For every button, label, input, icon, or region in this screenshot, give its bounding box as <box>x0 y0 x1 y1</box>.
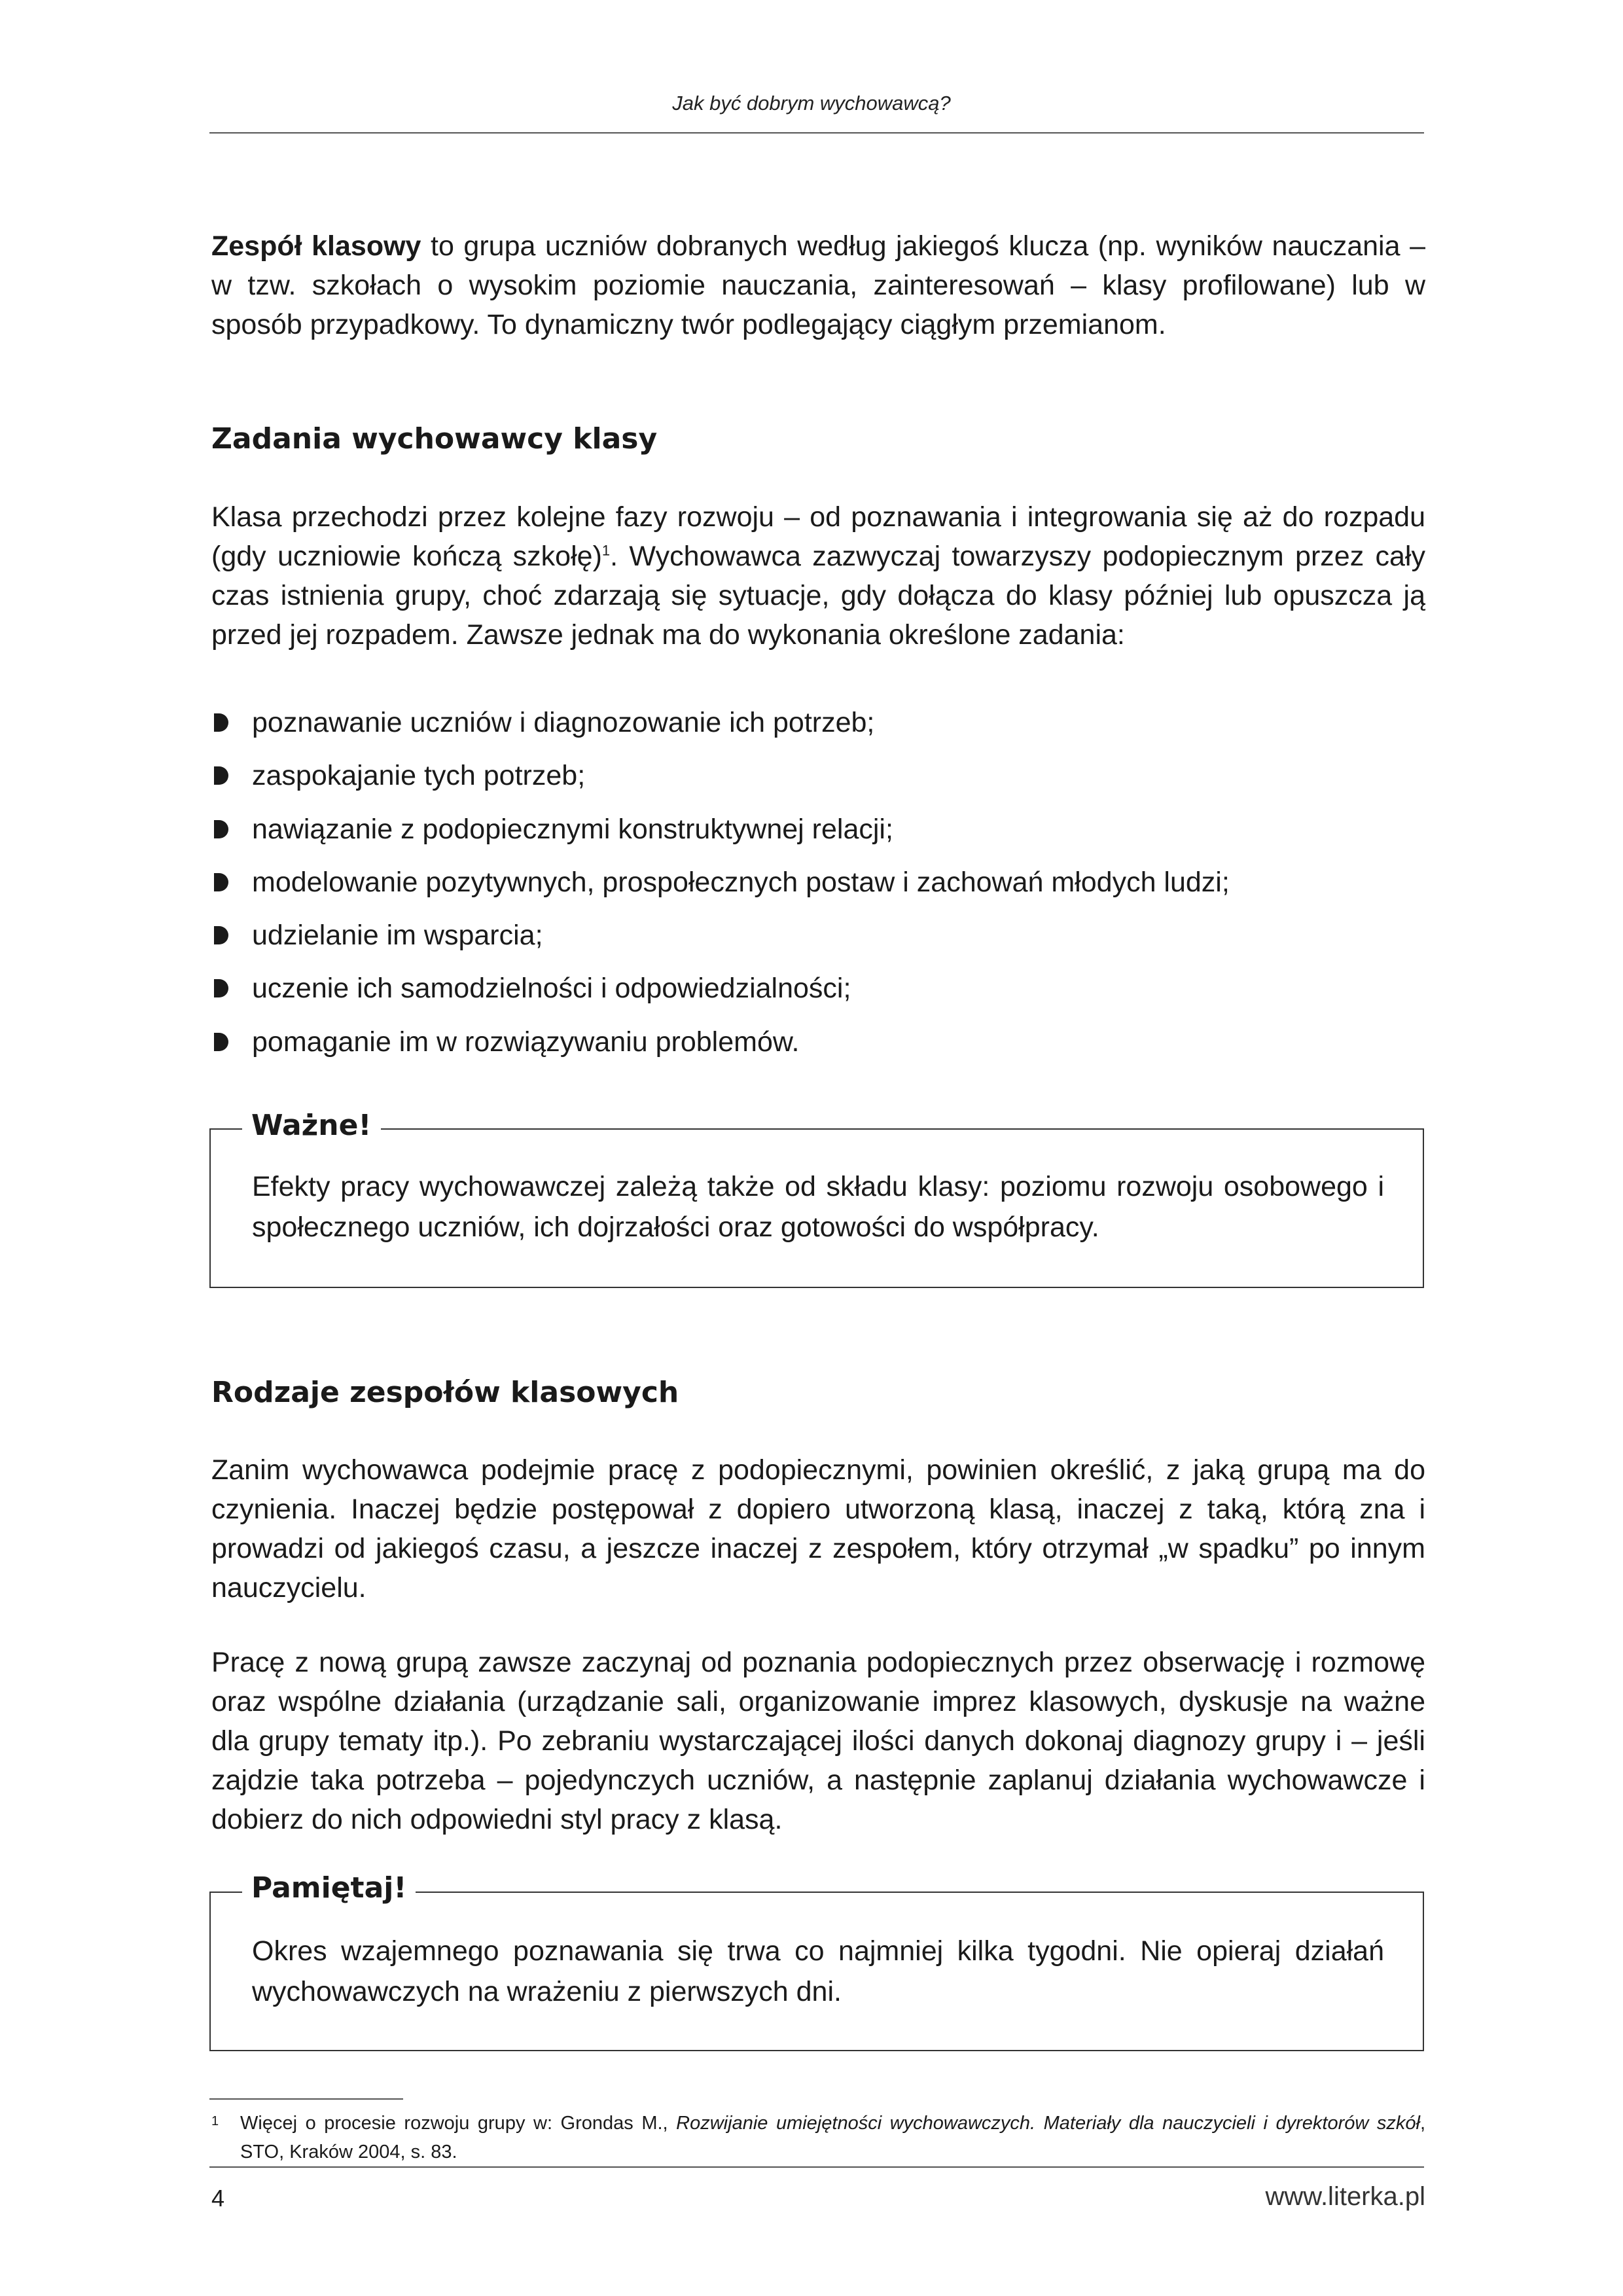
bullet-icon <box>214 926 228 944</box>
remember-note-title: Pamiętaj! <box>242 1869 416 1907</box>
tasks-paragraph <box>211 497 1425 655</box>
tasks-list <box>211 696 1425 1069</box>
footnote-number: 1 <box>211 2114 219 2128</box>
footnote-ref: 1 <box>601 542 611 559</box>
bullet-icon <box>214 873 228 891</box>
list-item <box>211 803 1425 856</box>
footnote-title: Rozwijanie umiejętności wychowawczych. Materiały dla nauczycieli i dyrektorów szkół <box>676 2113 1420 2134</box>
list-item <box>211 1016 1425 1069</box>
intro-term: Zespół klasowy <box>211 230 421 262</box>
section-heading-tasks: Zadania wychowawcy klasy <box>211 422 658 456</box>
list-item-text: uczenie ich samodzielności i odpowiedzialności; <box>252 973 851 1005</box>
bullet-icon <box>214 713 228 732</box>
important-note-title: Ważne! <box>242 1106 381 1145</box>
footnote <box>211 2109 1425 2166</box>
intro-text: to grupa uczniów dobranych według jakiegoś klucza (np. wyników nauczania – w tzw. szkołach o wysokim poziomie nauczania, zainteresowań – klasy profilowane) lub w sposób przypadkowy. To dynamiczny twór podlegający ciągłym przemianom. <box>211 230 1425 340</box>
types-paragraph-1: Zanim wychowawca podejmie pracę z podopiecznymi, powinien określić, z jaką grupą ma do czynienia. Inaczej będzie postępował z dopiero utworzoną klasą, inaczej z taką, którą zna i prowadzi od jakiegoś czasu, a jeszcze inaczej z zespołem, który otrzymał „w spadku” po innym nauczycielu. <box>211 1454 1425 1604</box>
header-rule <box>209 132 1424 134</box>
list-item-text: udzielanie im wsparcia; <box>252 920 543 952</box>
tasks-text-b: . Wychowawca zazwyczaj towarzyszy podopiecznym przez cały czas istnienia grupy, choć zdarzają się sytuacje, gdy dołącza do klasy później lub opuszcza ją przed jej rozpadem. Zawsze jednak ma do wykonania określone zadania: <box>211 541 1425 651</box>
running-title: Jak być dobrym wychowawcą? <box>672 92 951 115</box>
list-item <box>211 856 1425 909</box>
footer-rule <box>209 2166 1424 2168</box>
tasks-text-a: Klasa przechodzi przez kolejne fazy rozwoju – od poznawania i integrowania się aż do rozpadu (gdy uczniowie kończą szkołę) <box>211 501 1425 572</box>
section-heading-types: Rodzaje zespołów klasowych <box>211 1376 679 1409</box>
list-item <box>211 696 1425 749</box>
types-paragraph-2: Pracę z nową grupą zawsze zaczynaj od poznania podopiecznych przez obserwację i rozmowę oraz wspólne działania (urządzanie sali, organizowanie imprez klasowych, dyskusje na ważne dla grupy tematy itp.). Po zebraniu wystarczającej ilości danych dokonaj diagnozy grupy i – jeśli zajdzie taka potrzeba – pojedynczych uczniów, a następnie zaplanuj działania wychowawcze i dobierz do nich odpowiedni styl pracy z klasą. <box>211 1647 1425 1835</box>
footnote-tail: , STO, Kraków 2004, s. 83. <box>240 2113 1426 2162</box>
list-item <box>211 909 1425 962</box>
important-note-text: Efekty pracy wychowawczej zależą także od składu klasy: poziomu rozwoju osobowego i społecznego uczniów, ich dojrzałości oraz gotowości do współpracy. <box>252 1171 1384 1243</box>
list-item <box>211 962 1425 1015</box>
footnote-rule <box>209 2098 403 2100</box>
bullet-icon <box>214 766 228 785</box>
list-item-text: modelowanie pozytywnych, prospołecznych postaw i zachowań młodych ludzi; <box>252 866 1230 898</box>
website-link[interactable]: www.literka.pl <box>1265 2182 1425 2211</box>
page-number: 4 <box>211 2185 225 2212</box>
intro-paragraph <box>211 226 1425 344</box>
bullet-icon <box>214 979 228 997</box>
list-item-text: nawiązanie z podopiecznymi konstruktywnej relacji; <box>252 813 893 845</box>
remember-note-text: Okres wzajemnego poznawania się trwa co najmniej kilka tygodni. Nie opieraj działań wychowawczych na wrażeniu z pierwszych dni. <box>252 1935 1384 2007</box>
list-item-text: pomaganie im w rozwiązywaniu problemów. <box>252 1026 800 1058</box>
list-item-text: poznawanie uczniów i diagnozowanie ich potrzeb; <box>252 707 875 738</box>
bullet-icon <box>214 820 228 838</box>
bullet-icon <box>214 1033 228 1051</box>
footnote-lead: Więcej o procesie rozwoju grupy w: Grondas M., <box>240 2113 677 2134</box>
list-item <box>211 749 1425 802</box>
list-item-text: zaspokajanie tych potrzeb; <box>252 760 586 792</box>
